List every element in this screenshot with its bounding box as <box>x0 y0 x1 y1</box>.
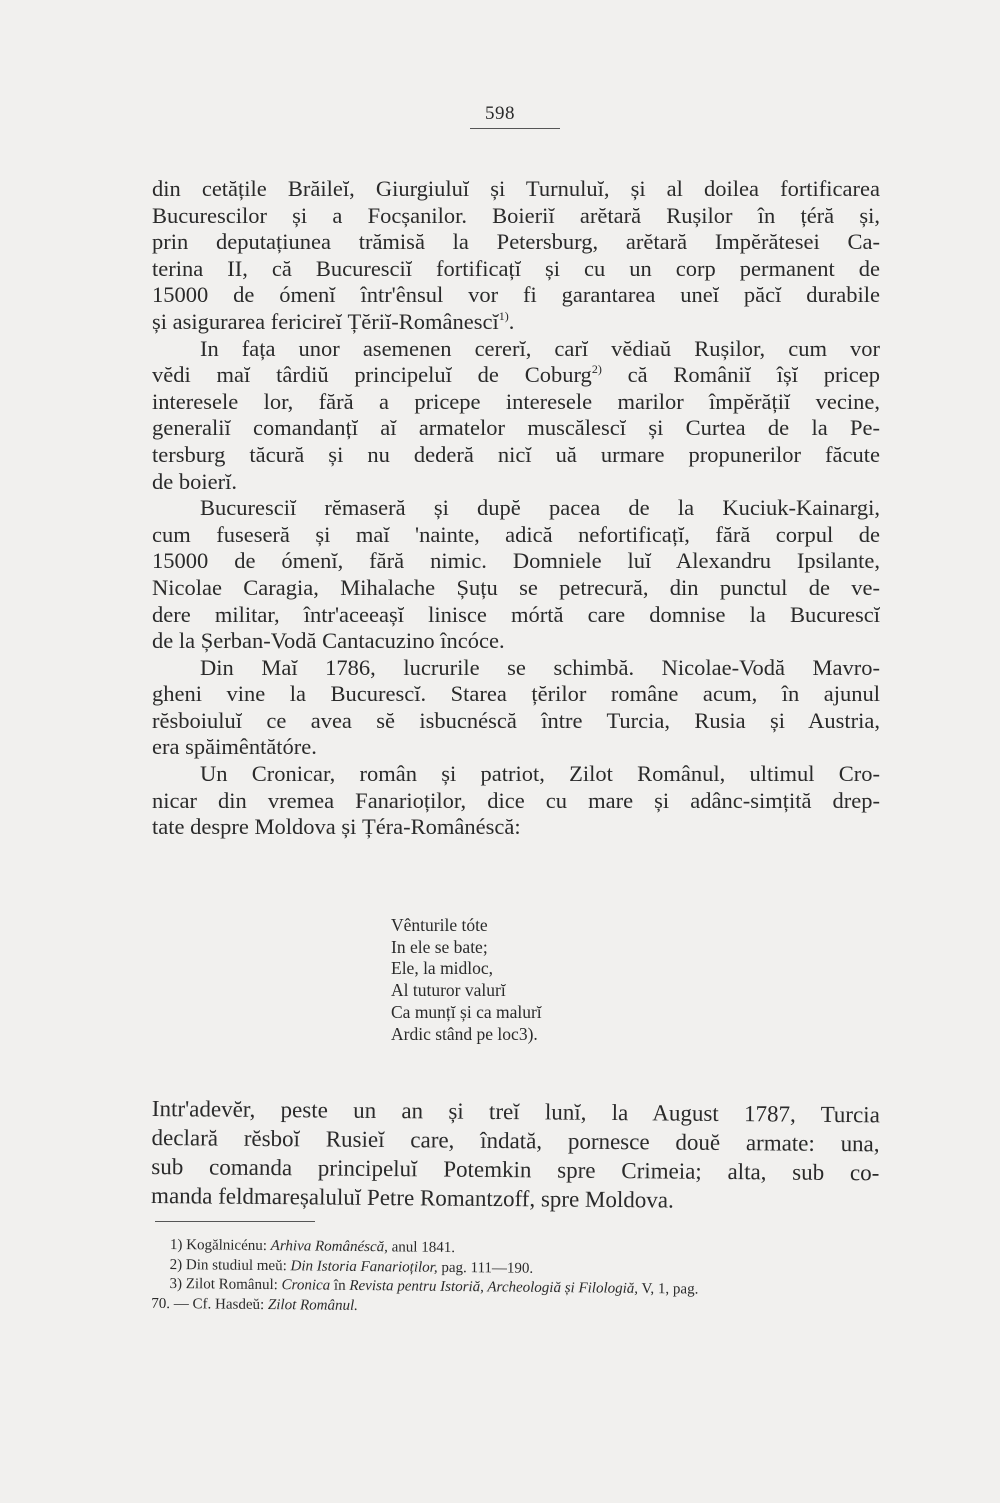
verse-quote <box>391 915 542 1045</box>
text-line: Bucuresciĭ rĕmaseră și dupĕ pacea de la Kuciuk-Kainargi, <box>200 495 880 521</box>
text-line: sub comanda principeluĭ Potemkin spre Crimeia; alta, sub co- <box>151 1153 880 1186</box>
footnote-rest: V, 1, pag. <box>641 1280 699 1298</box>
text-line: Intr'adevĕr, peste un an și treĭ lunĭ, la August 1787, Turcia <box>151 1095 880 1128</box>
footnote-ref: 3). <box>518 1023 538 1044</box>
verse-line: Vênturile tóte <box>391 915 488 935</box>
text-line: nicar din vremea Fanarioților, dice cu mare și adânc-simțită drep- <box>152 787 880 813</box>
footnote-title: Din Istoria Fanarioților, <box>290 1257 438 1276</box>
verse-line: In ele se bate; <box>391 936 488 957</box>
text-span: Ardic stând pe loc <box>391 1023 519 1044</box>
page-number-rule <box>470 128 560 129</box>
text-line: din cetățile Brăileĭ, Giurgiuluĭ și Turnuluĭ, și al doilea fortificarea <box>152 176 880 201</box>
text-span: vĕdi maĭ târdiŭ principeluĭ de Coburg <box>152 362 592 388</box>
text-line: Bucurescilor și a Focșanilor. Boieriĭ arĕtară Rușilor în țéră și, <box>152 202 880 228</box>
footnote-mark: 3) <box>169 1275 183 1293</box>
verse-line: Al tuturor valurĭ <box>391 980 506 1001</box>
text-span: și asigurarea fericireĭ Țĕriĭ-Românescĭ <box>152 308 499 334</box>
text-line: Un Cronicar, român și patriot, Zilot Românul, ultimul Cro- <box>200 761 880 787</box>
footnote-rest: anul 1841. <box>391 1239 456 1256</box>
text-line <box>152 362 880 389</box>
footnote-rule <box>155 1221 315 1222</box>
footnote-mark: 1) <box>169 1237 183 1254</box>
footnotes <box>151 1236 880 1321</box>
text-line: generaliĭ comandanțĭ aĭ armatelor muscălescĭ și Curtea de la Pe- <box>152 415 880 441</box>
footnote-author: Kogălnicénu: <box>186 1237 268 1255</box>
text-span: că Româniĭ îșĭ pricep <box>601 362 880 388</box>
footnote-ref: 2) <box>591 362 602 377</box>
footnote-mark: 2) <box>169 1256 183 1273</box>
verse-line: Ca munțĭ și ca malurĭ <box>391 1001 542 1022</box>
text-line: de la Șerban-Vodă Cantacuzino încóce. <box>152 628 505 654</box>
footnote-rest: pag. 111—190. <box>441 1259 534 1277</box>
text-line: tate despre Moldova și Țéra-Românéscă: <box>152 814 521 840</box>
footnote-title: Arhiva Românéscă, <box>270 1238 388 1256</box>
text-line: Din Maĭ 1786, lucrurile se schimbă. Nicolae-Vodă Mavro- <box>200 654 880 680</box>
text-line: prin deputațiunea trămisă la Petersburg, arĕtară Impĕrătesei Ca- <box>152 229 880 255</box>
text-line: de boierĭ. <box>152 468 237 494</box>
footnote-title: Cronica <box>281 1277 331 1294</box>
text-line: declară rĕsboĭ Rusieĭ care, îndată, pornesce douĕ armate: una, <box>151 1124 880 1157</box>
page-number: 598 <box>485 103 515 124</box>
footnote-author: Zilot Românul: <box>185 1276 278 1294</box>
text-line: interesele lor, fără a pricepe interesele marilor împĕrățiĭ vecine, <box>152 388 880 414</box>
text-line: 15000 de ómenĭ, fără nimic. Domniele luĭ Alexandru Ipsilante, <box>152 548 880 574</box>
body-text <box>152 176 880 841</box>
text-line: cum fuseseră și maĭ 'nainte, adică nefortificațĭ, fără corpul de <box>152 521 880 547</box>
footnote-pre: 70. — Cf. Hasdeŭ: <box>151 1295 265 1313</box>
text-line: manda feldmareșaluluĭ Petre Romantzoff, spre Moldova. <box>151 1182 674 1213</box>
text-line: terina II, că Bucuresciĭ fortificațĭ și cu un corp permanent de <box>152 255 880 281</box>
text-line: gheni vine la Bucurescĭ. Starea țĕrilor române acum, în ajunul <box>152 681 880 707</box>
text-line: In fața unor asemenen cererĭ, carĭ vĕdiaŭ Rușilor, cum vor <box>200 335 880 361</box>
text-line: rĕsboiuluĭ ce avea sĕ isbucnéscă între Turcia, Rusia și Austria, <box>152 707 880 733</box>
verse-line <box>391 1024 542 1046</box>
text-line: tersburg tăcură și nu dederă nicĭ uă urmare propunerilor făcute <box>152 441 880 467</box>
text-line: era spăimêntătóre. <box>152 734 317 760</box>
footnote-ref: 1) <box>498 308 509 323</box>
footnote-mid: în <box>333 1277 346 1294</box>
text-line: Nicolae Caragia, Mihalache Șuțu se petrecură, din punctul de ve- <box>152 574 880 600</box>
closing-paragraph <box>151 1094 880 1216</box>
text-line: dere militar, într'aceeașĭ linisce mórtă care domnise la Bucurescĭ <box>152 601 880 627</box>
footnote-title: Revista pentru Istoriă, Archeologiă și Filologiă, <box>349 1277 639 1297</box>
footnote-title: Zilot Românul. <box>267 1296 359 1314</box>
verse-line: Ele, la midloc, <box>391 958 494 979</box>
footnote-author: Din studiul meŭ: <box>185 1256 287 1274</box>
text-line: 15000 de ómenĭ într'ênsul vor fi garantarea uneĭ păcĭ durabile <box>152 282 880 308</box>
text-line: și asigurarea fericireĭ Țĕriĭ-Românescĭ$^{1)}$. <box>152 308 515 334</box>
